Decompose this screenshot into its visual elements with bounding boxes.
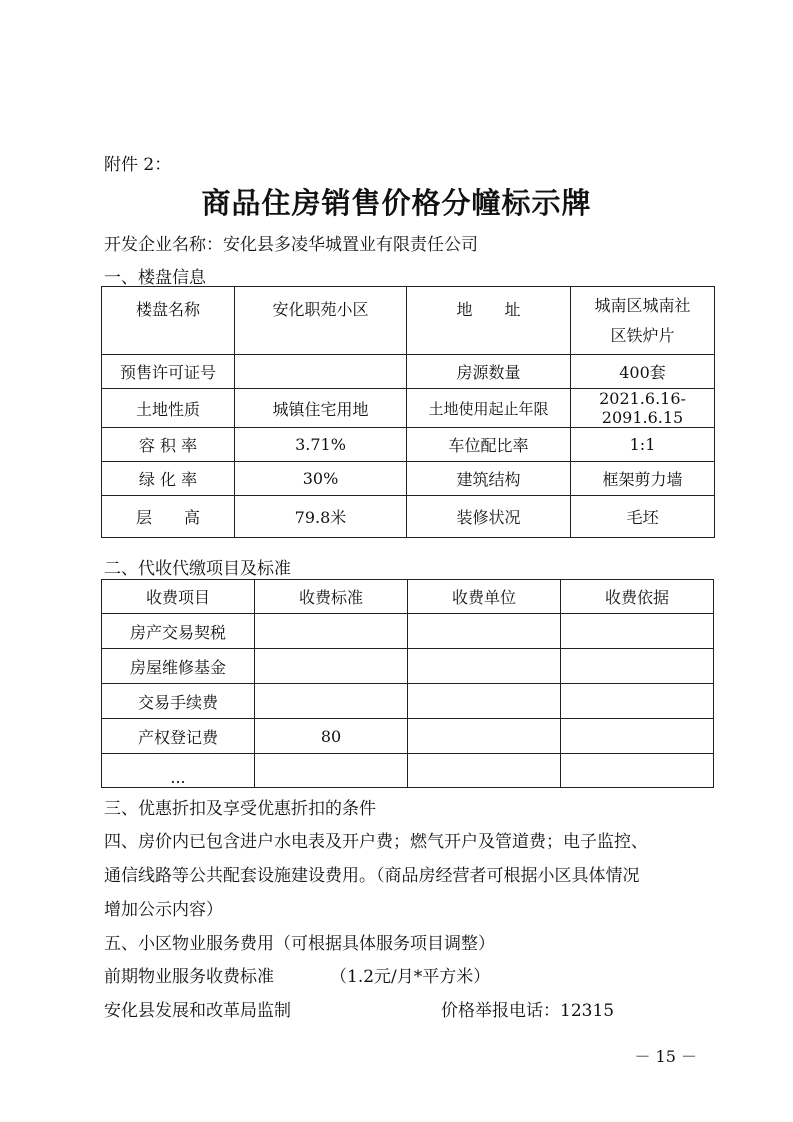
section-3-heading: 三、优惠折扣及享受优惠折扣的条件: [104, 799, 376, 819]
fee-unit: [408, 614, 561, 649]
label-cell: 层 高: [102, 496, 235, 538]
fee-basis: [561, 719, 714, 754]
supervisor-line: 安化县发展和改革局监制: [104, 1001, 291, 1021]
value-cell: 框架剪力墙: [571, 462, 715, 496]
value-cell: 30%: [235, 462, 407, 496]
value-cell: 1:1: [571, 428, 715, 462]
label-cell: 车位配比率: [407, 428, 571, 462]
fee-standard: 80: [255, 719, 408, 754]
value-cell: [235, 355, 407, 389]
value-cell: 毛坯: [571, 496, 715, 538]
address-line-2: 区铁炉片: [610, 325, 675, 345]
table-row: [102, 496, 715, 538]
column-header: 收费项目: [102, 580, 255, 614]
value-cell: 400套: [571, 355, 715, 389]
value-cell: 3.71%: [235, 428, 407, 462]
value-cell: 安化职苑小区: [235, 287, 407, 355]
label-cell: 楼盘名称: [102, 287, 235, 355]
table-row: [102, 684, 714, 719]
fee-standard: [255, 614, 408, 649]
fees-table: [101, 579, 714, 788]
label-cell: 容 积 率: [102, 428, 235, 462]
address-cell: [571, 287, 715, 355]
attachment-label: 附件 2：: [104, 155, 172, 175]
table-row: [102, 614, 714, 649]
fee-standard: [255, 754, 408, 788]
developer-name: 开发企业名称：安化县多凌华城置业有限责任公司: [104, 235, 478, 255]
section-2-heading: 二、代收代缴项目及标准: [104, 559, 291, 579]
fee-item: ...: [102, 754, 255, 788]
label-cell: 装修状况: [407, 496, 571, 538]
column-header: 收费标准: [255, 580, 408, 614]
fee-unit: [408, 649, 561, 684]
label-cell: 房源数量: [407, 355, 571, 389]
fee-item: 房屋维修基金: [102, 649, 255, 684]
address-line-1: 城南区城南社: [594, 295, 691, 315]
fee-unit: [408, 719, 561, 754]
column-header: 收费依据: [561, 580, 714, 614]
section-1-heading: 一、楼盘信息: [104, 268, 206, 288]
section-4-line-3: 增加公示内容）: [104, 900, 223, 920]
table-row: [102, 287, 715, 355]
label-cell: 地 址: [407, 287, 571, 355]
value-cell: 79.8米: [235, 496, 407, 538]
property-fee-label: 前期物业服务收费标准: [104, 967, 274, 987]
label-cell: 土地使用起止年限: [407, 389, 571, 428]
table-row: [102, 355, 715, 389]
property-fee-value: （1.2元/月*平方米）: [330, 967, 491, 987]
column-header: 收费单位: [408, 580, 561, 614]
label-cell: 绿 化 率: [102, 462, 235, 496]
fee-item: 产权登记费: [102, 719, 255, 754]
property-info-table: [101, 286, 715, 538]
value-cell: 2021.6.16-2091.6.15: [571, 389, 715, 428]
fee-basis: [561, 649, 714, 684]
fee-basis: [561, 614, 714, 649]
table-row: [102, 719, 714, 754]
section-4-line-2: 通信线路等公共配套设施建设费用。（商品房经营者可根据小区具体情况: [104, 866, 640, 886]
fee-item: 交易手续费: [102, 684, 255, 719]
label-cell: 预售许可证号: [102, 355, 235, 389]
table-row: [102, 649, 714, 684]
fee-item: 房产交易契税: [102, 614, 255, 649]
section-5-heading: 五、小区物业服务费用（可根据具体服务项目调整）: [104, 934, 495, 954]
table-row: [102, 462, 715, 496]
fee-standard: [255, 684, 408, 719]
fee-unit: [408, 684, 561, 719]
fee-basis: [561, 684, 714, 719]
page-number: － 15 －: [634, 1047, 697, 1066]
table-header-row: [102, 580, 714, 614]
label-cell: 建筑结构: [407, 462, 571, 496]
section-4-line-1: 四、房价内已包含进户水电表及开户费；燃气开户及管道费；电子监控、: [104, 832, 648, 852]
label-cell: 土地性质: [102, 389, 235, 428]
fee-basis: [561, 754, 714, 788]
table-row: [102, 428, 715, 462]
table-row: [102, 754, 714, 788]
table-row: [102, 389, 715, 428]
fee-unit: [408, 754, 561, 788]
price-hotline: 价格举报电话：12315: [441, 1001, 615, 1021]
page-title: 商品住房销售价格分幢标示牌: [201, 186, 592, 220]
value-cell: 城镇住宅用地: [235, 389, 407, 428]
fee-standard: [255, 649, 408, 684]
